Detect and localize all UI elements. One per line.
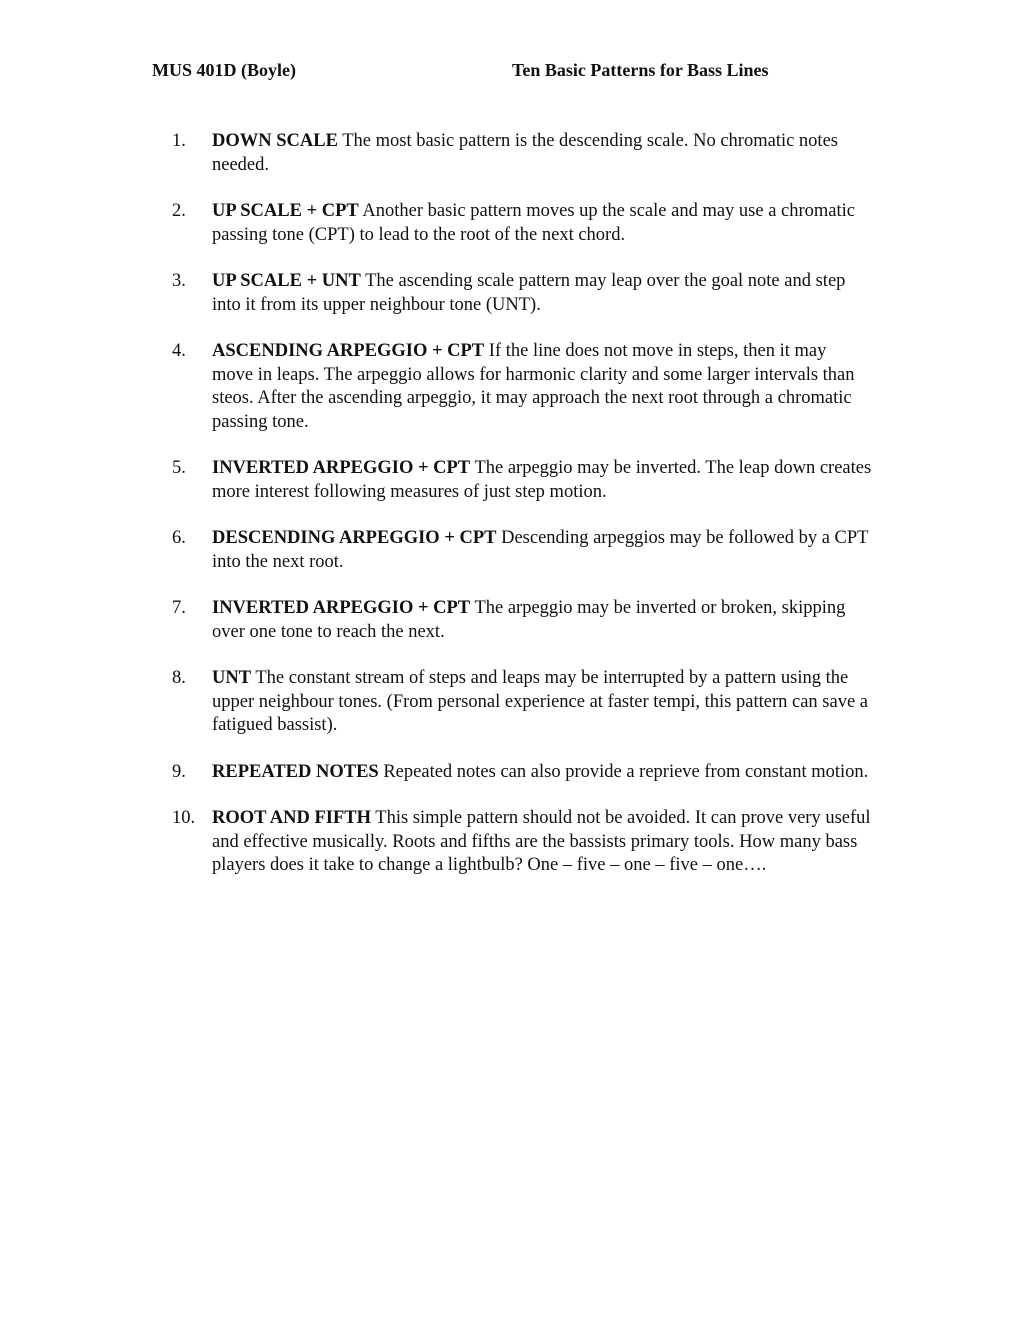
item-text: Another basic pattern moves up the scale and may use a chromatic passing tone (CPT) to lead to the root of the next chord. bbox=[212, 201, 856, 245]
item-number: 1. bbox=[172, 131, 186, 151]
item-text: The constant stream of steps and leaps may be interrupted by a pattern using the upper neighbour tones. (From personal experience at faster tempi, this pattern can save a fatigued bassist). bbox=[212, 668, 869, 735]
item-number: 7. bbox=[172, 598, 186, 618]
item-number: 4. bbox=[172, 341, 186, 361]
list-item bbox=[172, 340, 872, 434]
list-item bbox=[172, 200, 872, 247]
item-number: 10. bbox=[172, 808, 196, 828]
item-text: The arpeggio may be inverted. The leap down creates more interest following measures of just step motion. bbox=[212, 458, 872, 502]
list-item bbox=[172, 667, 872, 738]
item-title: INVERTED ARPEGGIO + CPT bbox=[212, 598, 471, 618]
document-title: Ten Basic Patterns for Bass Lines bbox=[512, 60, 769, 80]
course-label: MUS 401D (Boyle) bbox=[152, 60, 296, 80]
item-text: If the line does not move in steps, then it may move in leaps. The arpeggio allows for harmonic clarity and some larger intervals than steos. After the ascending arpeggio, it may approach the next root through a chromatic passing tone. bbox=[212, 341, 855, 432]
item-title: UP SCALE + CPT bbox=[212, 201, 359, 221]
item-number: 5. bbox=[172, 458, 186, 478]
pattern-list bbox=[172, 130, 872, 901]
item-title: UNT bbox=[212, 668, 252, 688]
list-item bbox=[172, 597, 872, 644]
item-title: ROOT AND FIFTH bbox=[212, 808, 371, 828]
item-title: DOWN SCALE bbox=[212, 131, 338, 151]
list-item bbox=[172, 807, 872, 878]
item-text: This simple pattern should not be avoided. It can prove very useful and effective musically. Roots and fifths are the bassists primary tools. How many bass players does it take to change a lightbulb? One – five – one – five – one…. bbox=[212, 808, 871, 875]
list-item bbox=[172, 527, 872, 574]
item-number: 8. bbox=[172, 668, 186, 688]
item-number: 2. bbox=[172, 201, 186, 221]
item-text: The arpeggio may be inverted or broken, skipping over one tone to reach the next. bbox=[212, 598, 846, 642]
item-number: 6. bbox=[172, 528, 186, 548]
item-title: UP SCALE + UNT bbox=[212, 271, 361, 291]
item-text: Descending arpeggios may be followed by a CPT into the next root. bbox=[212, 528, 869, 572]
list-item bbox=[172, 270, 872, 317]
list-item bbox=[172, 130, 872, 177]
list-item bbox=[172, 761, 872, 785]
item-text: The ascending scale pattern may leap over the goal note and step into it from its upper neighbour tone (UNT). bbox=[212, 271, 846, 315]
item-title: ASCENDING ARPEGGIO + CPT bbox=[212, 341, 485, 361]
item-title: DESCENDING ARPEGGIO + CPT bbox=[212, 528, 497, 548]
item-text: The most basic pattern is the descending scale. No chromatic notes needed. bbox=[212, 131, 838, 175]
item-title: REPEATED NOTES bbox=[212, 761, 379, 782]
item-number: 3. bbox=[172, 271, 186, 291]
item-text: Repeated notes can also provide a reprieve from constant motion. bbox=[383, 761, 869, 782]
item-number: 9. bbox=[172, 761, 186, 782]
page-header bbox=[152, 60, 872, 88]
item-title: INVERTED ARPEGGIO + CPT bbox=[212, 458, 471, 478]
list-item bbox=[172, 457, 872, 504]
